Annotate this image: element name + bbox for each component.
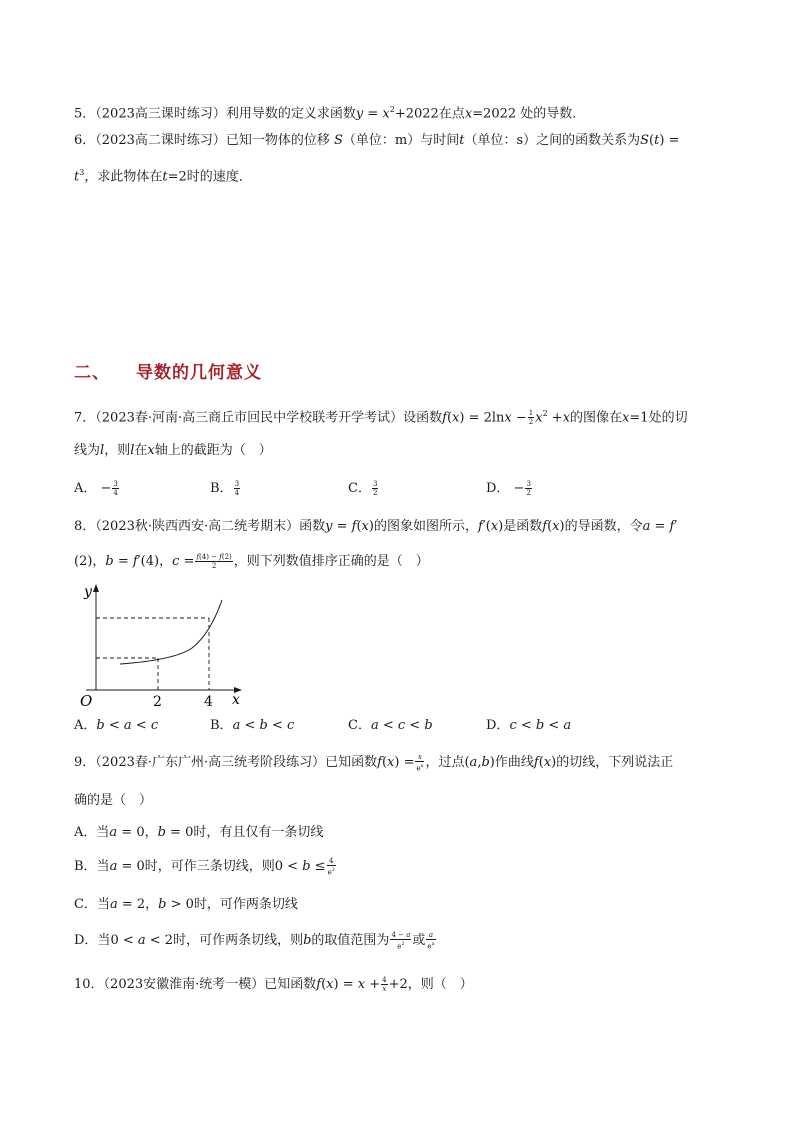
question-7-line-1: 7．（2023春·河南·高三商丘市回民中学校联考开学考试）设函数f(x) = 2lnx − $\frac{1}{2}$ $x^2 +x$的图像在x=1处的切	[74, 409, 688, 427]
q8-option-a: A．b < a < c	[74, 718, 159, 733]
q7-option-a: A． − $\frac{3}{4}$	[74, 480, 118, 497]
origin-label: O	[80, 692, 93, 710]
tick-label-2: 2	[153, 694, 162, 710]
question-9-line-2: 确的是（ ）	[74, 793, 153, 808]
guide-lines	[96, 618, 209, 690]
question-6-line-2: $t^3$，求此物体在t=2时的速度．	[74, 168, 252, 185]
q7-option-d: D． − $\frac{3}{2}$	[486, 480, 531, 497]
q8-option-c: C．a < c < b	[348, 718, 433, 733]
q9-option-d: D．当0 < a < 2时，可作两条切线，则b的取值范围为 $\frac{4 - a}{e^2}$ 或 $\frac{a}{e^a}$	[74, 931, 435, 951]
function-curve	[120, 600, 222, 664]
q9-option-c: C．当a = 2，b > 0时，可作两条切线	[74, 897, 298, 912]
section-heading: 二、 导数的几何意义	[74, 363, 262, 383]
q8-option-b: B．a < b < c	[210, 718, 295, 733]
q8-option-d: D．c < b < a	[486, 718, 572, 733]
y-axis-label: y	[84, 584, 92, 600]
question-5: 5．（2023高三课时练习）利用导数的定义求函数$y = x^2+2022$在点x=2022 处的导数．	[74, 105, 586, 122]
question-10: 10．（2023安徽淮南·统考一模）已知函数f(x) = x + $\frac{4}{x}$ +2，则（ ）	[74, 976, 473, 993]
question-7-line-2: 线为l，则l在x轴上的截距为（ ）	[74, 443, 272, 458]
question-9-line-1: 9．（2023春·广东广州·高三统考阶段练习）已知函数f(x) = $\frac{x}{e^x}$ ，过点(a,b)作曲线f(x)的切线，下列说法正	[74, 753, 674, 773]
q7-option-c: C． $\frac{3}{2}$	[348, 480, 378, 497]
question-6-line-1: 6．（2023高二课时练习）已知一物体的位移 S（单位：m）与时间t（单位：s）之间的函数关系为S(t) =	[74, 133, 680, 148]
question-8-line-2: (2)，b = f′(4)，c = $\frac{f(4) - f(2)}{2}$ ，则下列数值排序正确的是（ ）	[74, 553, 429, 570]
tick-label-4: 4	[204, 694, 213, 710]
q9-option-a: A．当a = 0，b = 0时，有且仅有一条切线	[74, 825, 324, 840]
x-axis	[86, 687, 242, 693]
x-axis-label: x	[232, 692, 240, 708]
q7-option-b: B． $\frac{3}{4}$	[210, 480, 240, 497]
question-8-line-1: 8．（2023秋·陕西西安·高二统考期末）函数y = f(x)的图象如图所示，f′(x)是函数f(x)的导函数，令a = f′	[74, 519, 678, 534]
q9-option-b: B．当a = 0时，可作三条切线，则0 < b ≤ $\frac{4}{e^2}$	[74, 857, 335, 877]
y-axis	[93, 584, 99, 690]
function-graph	[70, 580, 250, 712]
